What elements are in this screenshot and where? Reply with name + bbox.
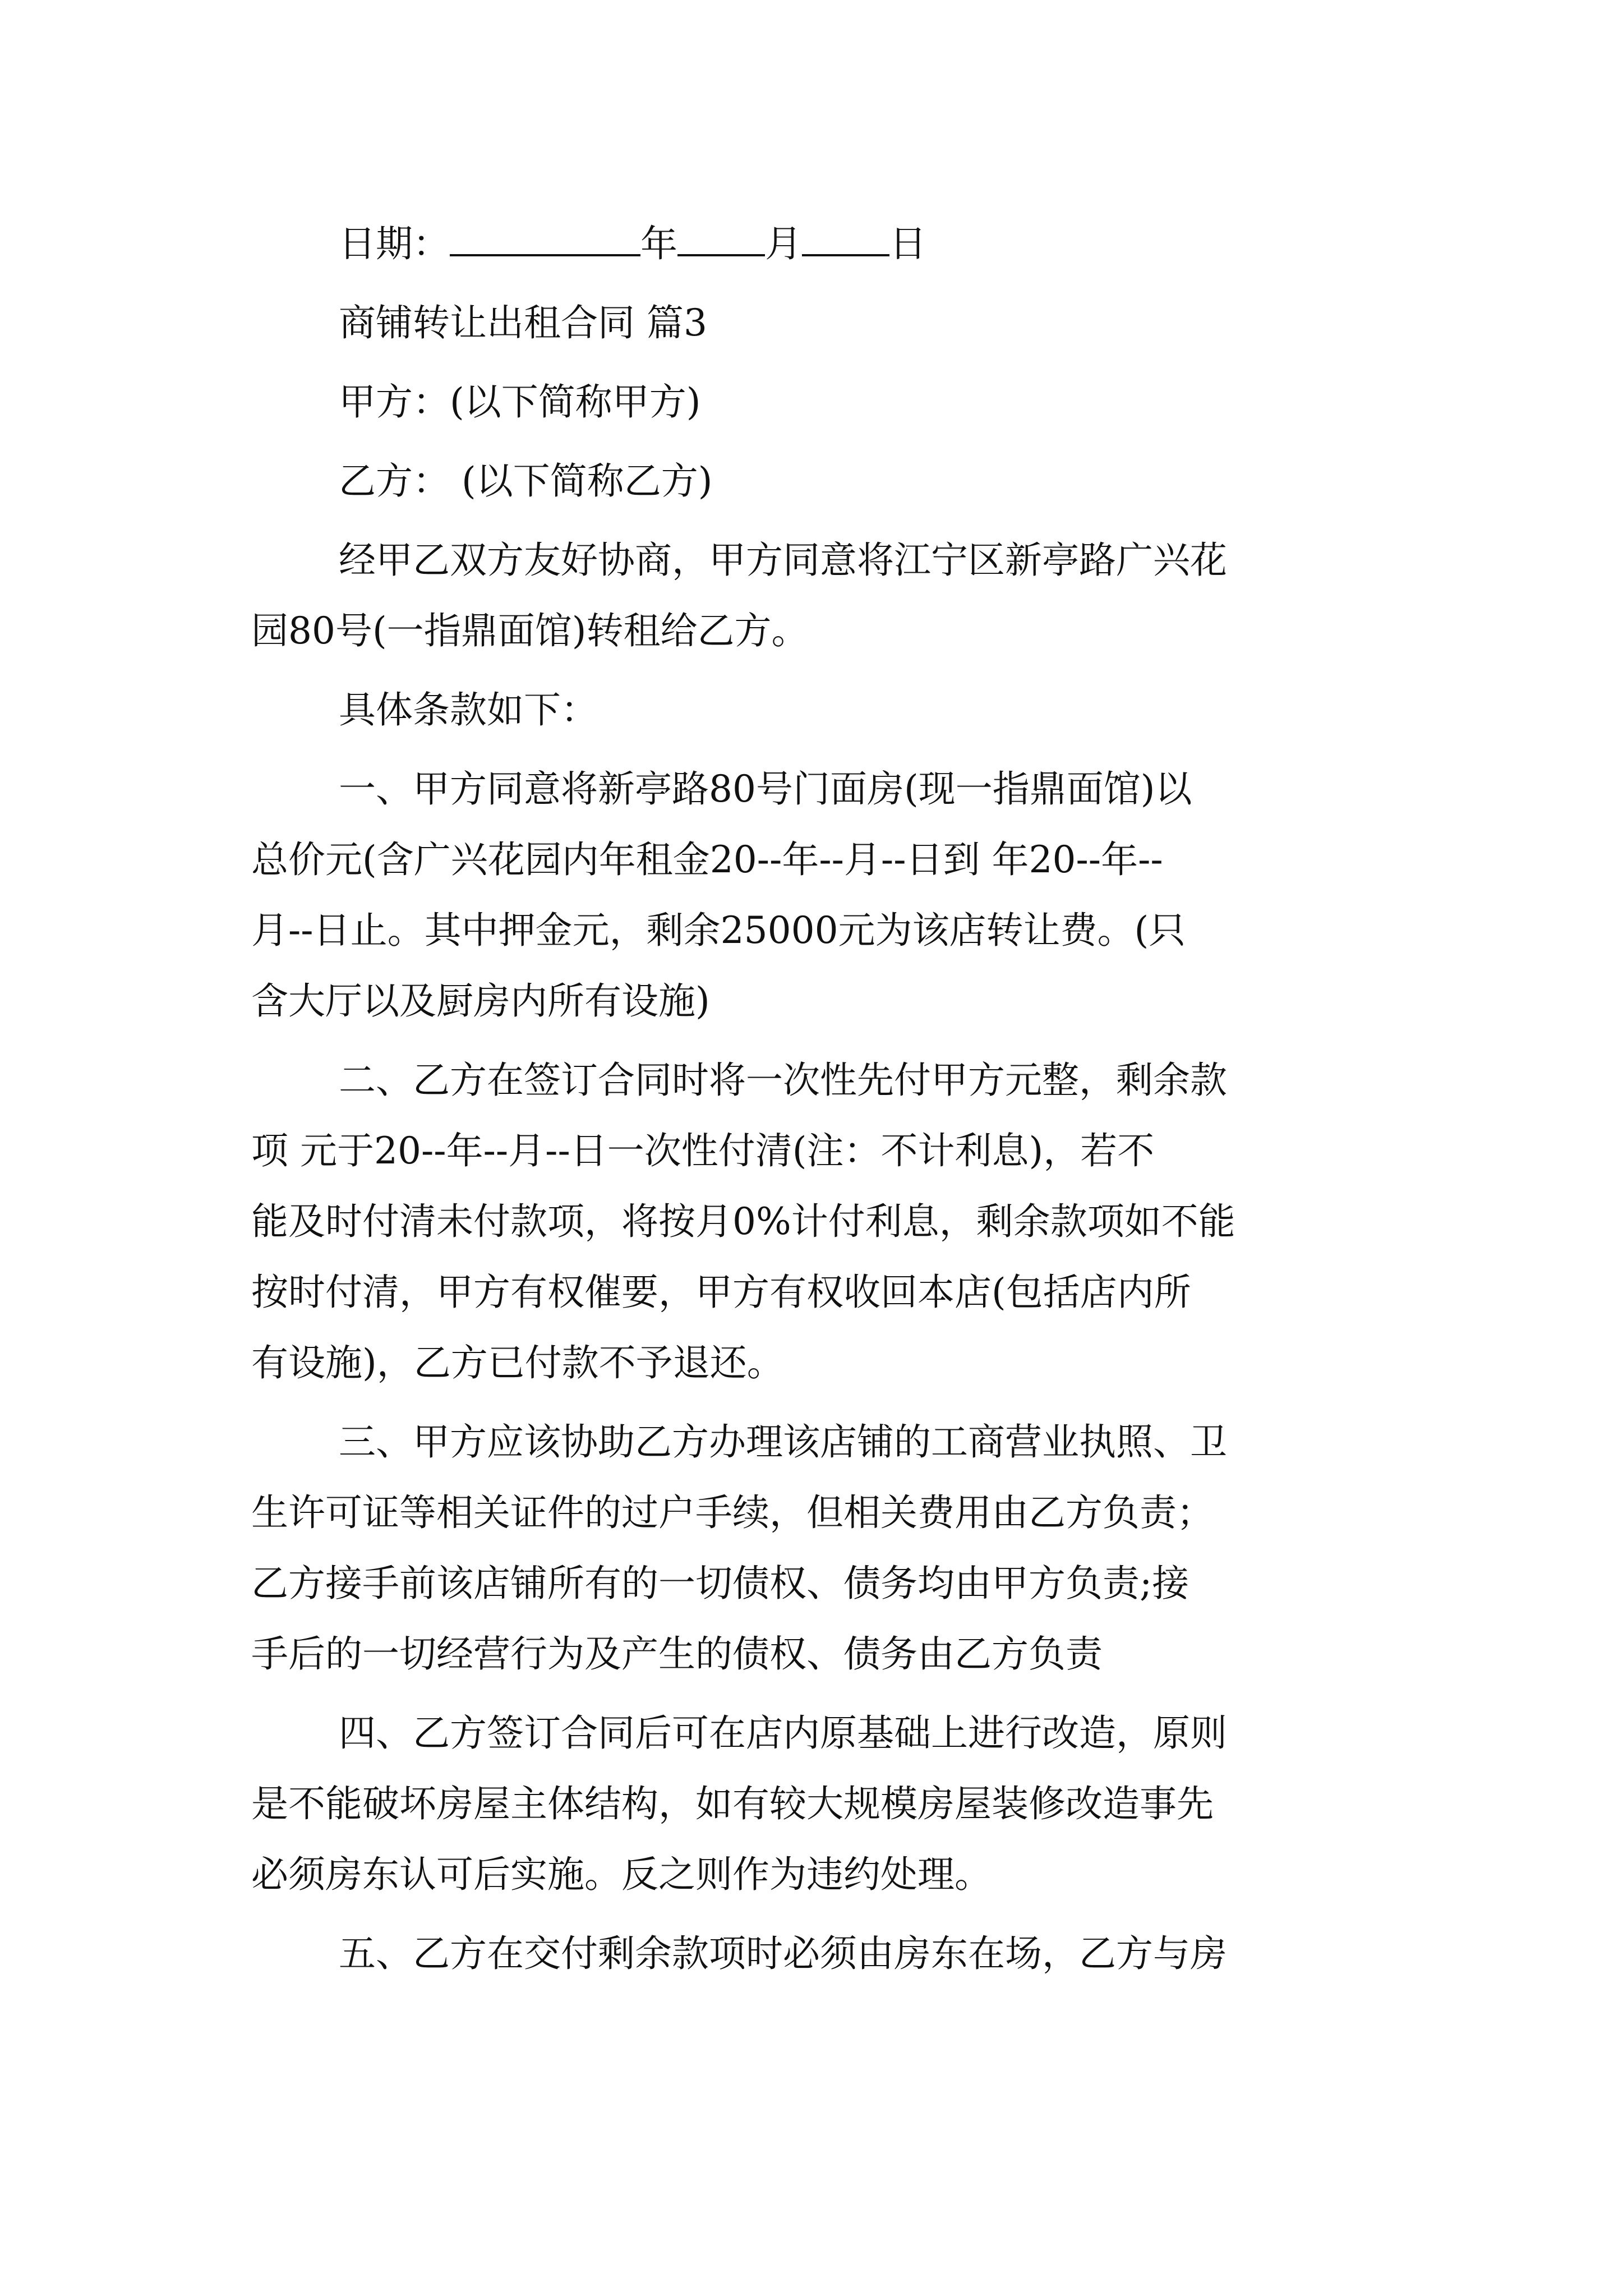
paragraph-line: 一、甲方同意将新亭路80号门面房(现一指鼎面馆)以 <box>339 767 1192 811</box>
contract-heading: 商铺转让出租合同 篇3 <box>339 301 707 344</box>
paragraph-line: 按时付清，甲方有权催要，甲方有权收回本店(包括店内所 <box>251 1271 1191 1314</box>
clause-2 <box>251 1045 1387 1398</box>
paragraph-line: 能及时付清未付款项，将按月0%计付利息，剩余款项如不能 <box>251 1200 1235 1243</box>
contract-body <box>251 209 1387 1989</box>
paragraph-line: 必须房东认可后实施。反之则作为违约处理。 <box>251 1853 992 1896</box>
paragraph-line: 生许可证等相关证件的过户手续，但相关费用由乙方负责； <box>251 1491 1214 1534</box>
date-label: 日期： <box>339 222 450 265</box>
party-a-line: 甲方：(以下简称甲方) <box>339 380 701 424</box>
date-line <box>251 209 1387 279</box>
clause-5 <box>251 1918 1387 1989</box>
paragraph-line: 二、乙方在签订合同时将一次性先付甲方元整，剩余款 <box>339 1059 1227 1102</box>
paragraph-line: 项 元于20--年--月--日一次性付清(注：不计利息)，若不 <box>251 1129 1155 1172</box>
paragraph-line: 是不能破坏房屋主体结构，如有较大规模房屋装修改造事先 <box>251 1782 1214 1825</box>
party-b-line: 乙方： (以下简称乙方) <box>339 459 713 503</box>
date-day-blank <box>802 219 889 256</box>
paragraph-line: 五、乙方在交付剩余款项时必须由房东在场，乙方与房 <box>339 1932 1227 1975</box>
paragraph-line: 三、甲方应该协助乙方办理该店铺的工商营业执照、卫 <box>339 1420 1227 1464</box>
intro-paragraph <box>251 525 1387 666</box>
date-month-label: 月 <box>765 222 802 265</box>
paragraph-line: 四、乙方签订合同后可在店内原基础上进行改造，原则 <box>339 1711 1227 1755</box>
clause-3 <box>251 1407 1387 1690</box>
paragraph-line: 有设施)，乙方已付款不予退还。 <box>251 1341 784 1384</box>
terms-heading: 具体条款如下： <box>339 688 598 731</box>
paragraph-line: 总价元(含广兴花园内年租金20--年--月--日到 年20--年-- <box>251 838 1163 881</box>
paragraph-line: 含大厅以及厨房内所有设施) <box>251 979 710 1023</box>
paragraph-line: 乙方接手前该店铺所有的一切债权、债务均由甲方负责;接 <box>251 1562 1189 1605</box>
date-day-label: 日 <box>889 222 926 265</box>
paragraph-line: 园80号(一指鼎面馆)转租给乙方。 <box>251 609 809 652</box>
date-year-label: 年 <box>640 222 677 265</box>
paragraph-line: 月--日止。其中押金元，剩余25000元为该店转让费。(只 <box>251 909 1186 952</box>
clause-4 <box>251 1698 1387 1910</box>
clause-1 <box>251 754 1387 1037</box>
paragraph-line: 手后的一切经营行为及产生的债权、债务由乙方负责 <box>251 1632 1103 1676</box>
date-month-blank <box>677 219 765 256</box>
date-year-blank <box>450 219 640 256</box>
paragraph-line: 经甲乙双方友好协商，甲方同意将江宁区新亭路广兴花 <box>339 539 1227 582</box>
